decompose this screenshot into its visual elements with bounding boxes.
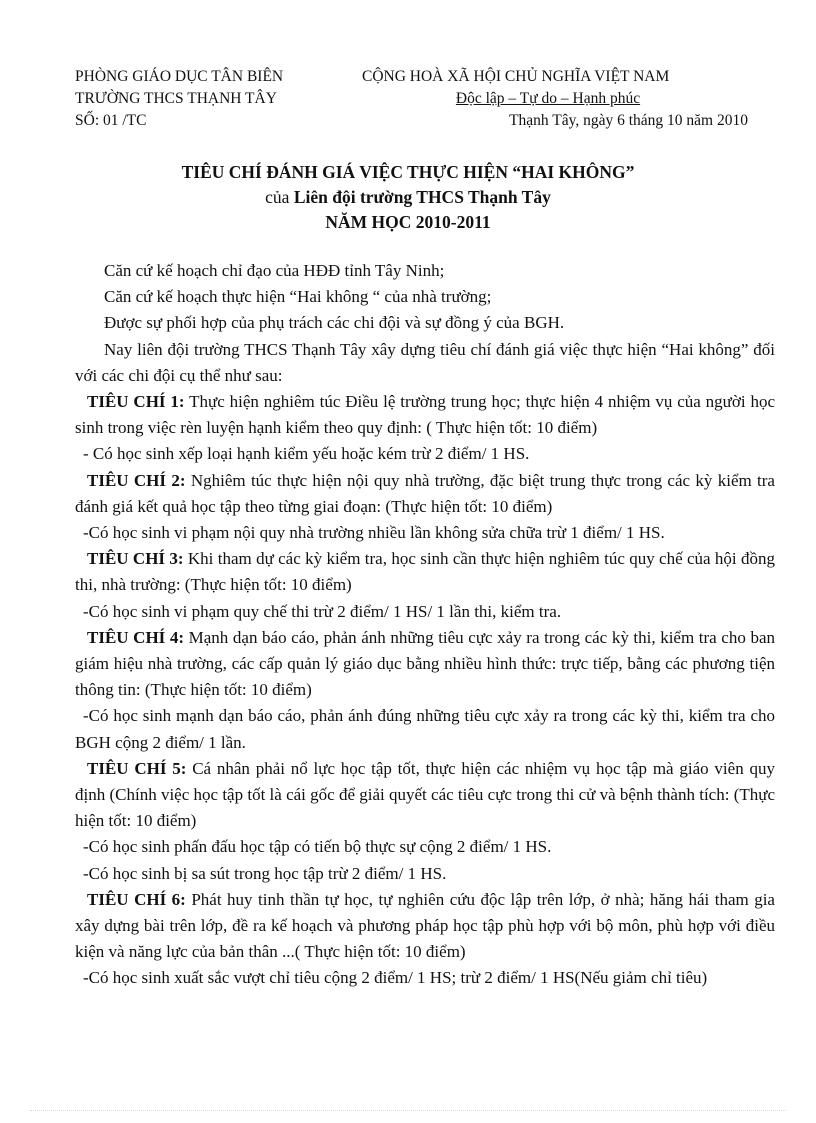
intro-paragraph: Được sự phối hợp của phụ trách các chi đội và sự đồng ý của BGH. [104, 313, 565, 333]
intro-paragraph: Nay liên đội trường THCS Thạnh Tây xây dựng tiêu chí đánh giá việc thực hiện “Hai không” đối với các chi đội cụ thể như sau: [75, 339, 775, 385]
criterion-text: Mạnh dạn báo cáo, phản ánh những tiêu cực xảy ra trong các kỳ thi, kiểm tra cho ban giám hiệu nhà trường, các cấp quản lý giáo dục bằng nhiều hình thức: trực tiếp, bằng các phương tiện thông tin: (Thực hiện tốt: 10 điểm) [75, 627, 775, 700]
criterion-label: TIÊU CHÍ 2: [87, 470, 186, 490]
country-name: CỘNG HOÀ XÃ HỘI CHỦ NGHĨA VIỆT NAM [362, 68, 670, 85]
criterion-text: Thực hiện nghiêm túc Điều lệ trường trung học; thực hiện 4 nhiệm vụ của người học sinh trong việc rèn luyện hạnh kiểm theo quy định: ( Thực hiện tốt: 10 điểm) [75, 392, 775, 438]
title-line-3: NĂM HỌC 2010-2011 [325, 212, 491, 232]
national-header [362, 66, 748, 132]
criterion-1 [75, 389, 775, 441]
agency-name: PHÒNG GIÁO DỤC TÂN BIÊN [75, 68, 284, 85]
criterion-item: - Có học sinh xếp loại hạnh kiểm yếu hoặc kém trừ 2 điểm/ 1 HS. [83, 444, 530, 464]
page-bottom-divider [30, 1110, 786, 1111]
intro-paragraph: Căn cứ kế hoạch thực hiện “Hai không “ của nhà trường; [104, 287, 492, 307]
criterion-2 [75, 468, 775, 520]
criterion-text: Nghiêm túc thực hiện nội quy nhà trường, đặc biệt trung thực trong các kỳ kiểm tra đánh giá kết quả học tập theo từng giai đoạn: (Thực hiện tốt: 10 điểm) [75, 470, 775, 516]
national-motto: Độc lập – Tự do – Hạnh phúc [455, 90, 641, 107]
title-line-2-bold: Liên đội trường THCS Thạnh Tây [293, 187, 551, 207]
criterion-text: Phát huy tinh thần tự học, tự nghiên cứu độc lập trên lớp, ở nhà; hăng hái tham gia xây dựng bài trên lớp, đề ra kế hoạch và phương pháp học tập phù hợp với bộ môn, phù hợp với điều kiện và năng lực của bản thân ...( Thực hiện tốt: 10 điểm) [75, 889, 775, 962]
document-number: SỐ: 01 /TC [75, 112, 147, 129]
criterion-label: TIÊU CHÍ 3: [87, 549, 184, 569]
criterion-label: TIÊU CHÍ 4: [87, 627, 185, 647]
criterion-item: -Có học sinh vi phạm nội quy nhà trường nhiều lần không sửa chữa trừ 1 điểm/ 1 HS. [83, 523, 665, 543]
criterion-3 [75, 546, 775, 598]
criterion-item: -Có học sinh mạnh dạn báo cáo, phản ánh đúng những tiêu cực xảy ra trong các kỳ thi, kiểm tra cho BGH cộng 2 điểm/ 1 lần. [75, 706, 775, 752]
criterion-6 [75, 887, 775, 966]
title-line-2 [0, 185, 816, 210]
criterion-4 [75, 625, 775, 704]
title-line-2-prefix: của [265, 187, 294, 207]
criterion-text: Khi tham dự các kỳ kiểm tra, học sinh cần thực hiện nghiêm túc quy chế của hội đồng thi, nhà trường: (Thực hiện tốt: 10 điểm) [75, 549, 775, 595]
criterion-label: TIÊU CHÍ 5: [87, 758, 187, 778]
criterion-text: Cá nhân phải nổ lực học tập tốt, thực hiện các nhiệm vụ học tập mà giáo viên quy định (Chính việc học tập tốt là cái gốc để giải quyết các tiêu cực trong thi cử và bệnh thành tích: (Thực hiện tốt: 10 điểm) [75, 758, 775, 831]
intro-paragraph: Căn cứ kế hoạch chỉ đạo của HĐĐ tỉnh Tây Ninh; [104, 261, 445, 280]
criterion-5 [75, 756, 775, 835]
school-name: TRƯỜNG THCS THẠNH TÂY [75, 90, 277, 107]
title-line-1: TIÊU CHÍ ĐÁNH GIÁ VIỆC THỰC HIỆN “HAI KHÔNG” [181, 162, 635, 182]
document-body [75, 258, 775, 992]
criterion-label: TIÊU CHÍ 6: [87, 889, 186, 909]
criterion-item: -Có học sinh bị sa sút trong học tập trừ 2 điểm/ 1 HS. [83, 863, 447, 883]
criterion-item: -Có học sinh vi phạm quy chế thi trừ 2 điểm/ 1 HS/ 1 lần thi, kiểm tra. [83, 601, 562, 621]
agency-header [75, 66, 283, 132]
criterion-label: TIÊU CHÍ 1: [87, 392, 185, 412]
document-title [0, 160, 816, 235]
criterion-item: -Có học sinh phấn đấu học tập có tiến bộ thực sự cộng 2 điểm/ 1 HS. [83, 837, 552, 857]
criterion-item: -Có học sinh xuất sắc vượt chỉ tiêu cộng 2 điểm/ 1 HS; trừ 2 điểm/ 1 HS(Nếu giảm chỉ tiêu) [83, 968, 708, 988]
place-date: Thạnh Tây, ngày 6 tháng 10 năm 2010 [509, 112, 748, 129]
